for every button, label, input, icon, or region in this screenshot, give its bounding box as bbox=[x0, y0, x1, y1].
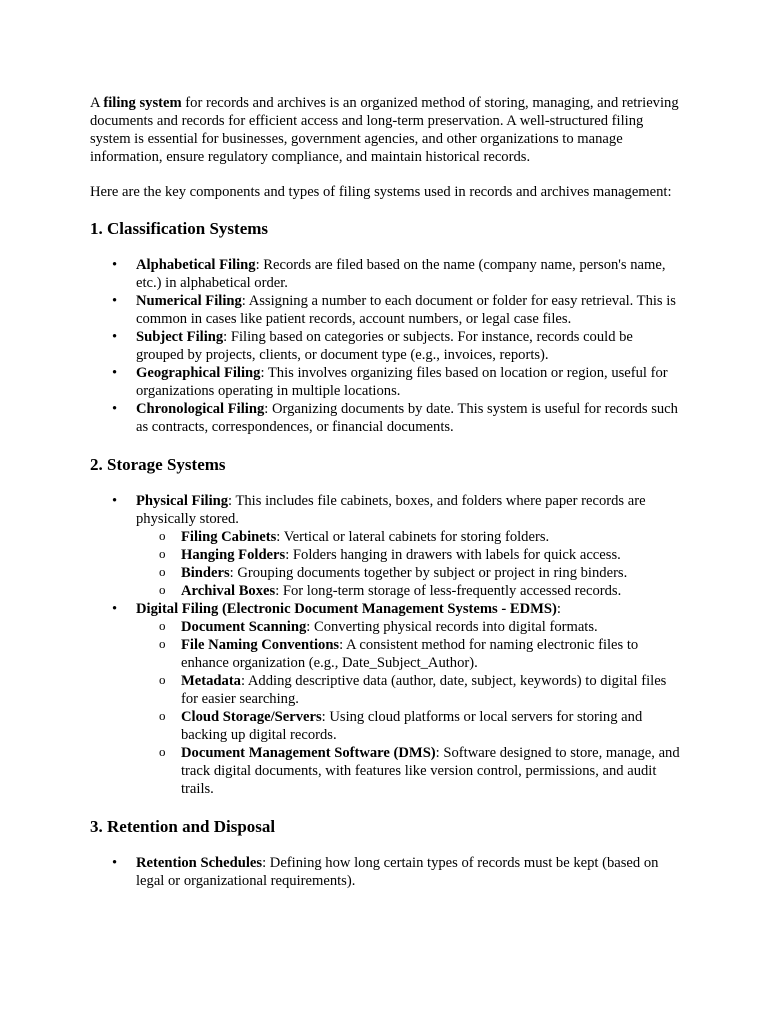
classification-list bbox=[90, 256, 680, 436]
item-term: Geographical Filing bbox=[136, 365, 261, 381]
storage-list bbox=[90, 492, 680, 798]
item-term: Binders bbox=[181, 565, 230, 581]
item-desc: : Assigning a number to each document or folder for easy retrieval. This is common in cases like patient records, account numbers, or legal case files. bbox=[136, 293, 676, 327]
sublist-item bbox=[136, 564, 680, 582]
item-term: Alphabetical Filing bbox=[136, 257, 256, 273]
physical-filing-sublist bbox=[136, 528, 680, 600]
list-item bbox=[90, 400, 680, 436]
components-paragraph: Here are the key components and types of filing systems used in records and archives management: bbox=[90, 184, 672, 200]
item-term: Archival Boxes bbox=[181, 583, 276, 599]
item-desc: : Using cloud platforms or local servers for storing and backing up digital records. bbox=[181, 709, 643, 743]
sublist-item bbox=[136, 636, 680, 672]
item-desc: : Vertical or lateral cabinets for storing folders. bbox=[276, 529, 550, 545]
intro-paragraph bbox=[90, 94, 680, 166]
sublist-item bbox=[136, 582, 680, 600]
item-term: Document Scanning bbox=[181, 619, 307, 635]
item-term: Numerical Filing bbox=[136, 293, 242, 309]
item-desc: : Filing based on categories or subjects. For instance, records could be grouped by projects, clients, or document type (e.g., invoices, reports). bbox=[136, 329, 633, 363]
item-term: Hanging Folders bbox=[181, 547, 286, 563]
item-term: Physical Filing bbox=[136, 493, 229, 509]
item-desc: : Folders hanging in drawers with labels for quick access. bbox=[285, 547, 621, 563]
item-term: Cloud Storage/Servers bbox=[181, 709, 322, 725]
item-term: File Naming Conventions bbox=[181, 637, 340, 653]
item-desc: : Grouping documents together by subject or project in ring binders. bbox=[229, 565, 628, 581]
item-desc: : This involves organizing files based on location or region, useful for organizations operating in multiple locations. bbox=[136, 365, 668, 399]
list-item bbox=[90, 256, 680, 292]
section-heading-classification: 1. Classification Systems bbox=[90, 219, 269, 238]
item-term: Filing Cabinets bbox=[181, 529, 277, 545]
intro-text-rest: for records and archives is an organized method of storing, managing, and retrieving documents and records for efficient access and long-term preservation. A well-structured filing system is essential for businesses, government agencies, and other organizations to manage information, ensure regulatory compliance, and maintain historical records. bbox=[90, 95, 679, 165]
sublist-item bbox=[136, 618, 680, 636]
item-desc: : Adding descriptive data (author, date, subject, keywords) to digital files for easier searching. bbox=[181, 673, 667, 707]
item-desc: : Records are filed based on the name (company name, person's name, etc.) in alphabetical order. bbox=[136, 257, 666, 291]
item-term: Metadata bbox=[181, 673, 241, 689]
list-item bbox=[90, 492, 680, 600]
list-item bbox=[90, 600, 680, 798]
item-term: Retention Schedules bbox=[136, 855, 263, 871]
intro-text-start: A bbox=[90, 95, 104, 111]
item-desc: : For long-term storage of less-frequently accessed records. bbox=[275, 583, 622, 599]
item-desc: : Organizing documents by date. This system is useful for records such as contracts, correspondences, or financial documents. bbox=[136, 401, 678, 435]
digital-filing-sublist bbox=[136, 618, 680, 798]
item-term: Digital Filing (Electronic Document Management Systems - EDMS) bbox=[136, 601, 557, 617]
item-desc: : Software designed to store, manage, and track digital documents, with features like version control, permissions, and audit trails. bbox=[181, 745, 680, 797]
list-item bbox=[90, 292, 680, 328]
sublist-item bbox=[136, 708, 680, 744]
intro-bold-term: filing system bbox=[103, 95, 182, 111]
item-term: Document Management Software (DMS) bbox=[181, 745, 436, 761]
item-desc: : Defining how long certain types of records must be kept (based on legal or organizational requirements). bbox=[136, 855, 659, 889]
document-body bbox=[90, 94, 680, 890]
sublist-item bbox=[136, 546, 680, 564]
retention-list bbox=[90, 854, 680, 890]
item-desc: : A consistent method for naming electronic files to enhance organization (e.g., Date_Subject_Author). bbox=[181, 637, 639, 671]
item-desc: : bbox=[556, 601, 561, 617]
list-item bbox=[90, 854, 680, 890]
item-term: Subject Filing bbox=[136, 329, 224, 345]
list-item bbox=[90, 328, 680, 364]
section-heading-retention: 3. Retention and Disposal bbox=[90, 817, 276, 836]
item-term: Chronological Filing bbox=[136, 401, 265, 417]
list-item bbox=[90, 364, 680, 400]
sublist-item bbox=[136, 672, 680, 708]
section-heading-storage: 2. Storage Systems bbox=[90, 455, 226, 474]
item-desc: : Converting physical records into digital formats. bbox=[306, 619, 598, 635]
sublist-item bbox=[136, 528, 680, 546]
item-desc: : This includes file cabinets, boxes, and folders where paper records are physically stored. bbox=[136, 493, 646, 527]
sublist-item bbox=[136, 744, 680, 798]
